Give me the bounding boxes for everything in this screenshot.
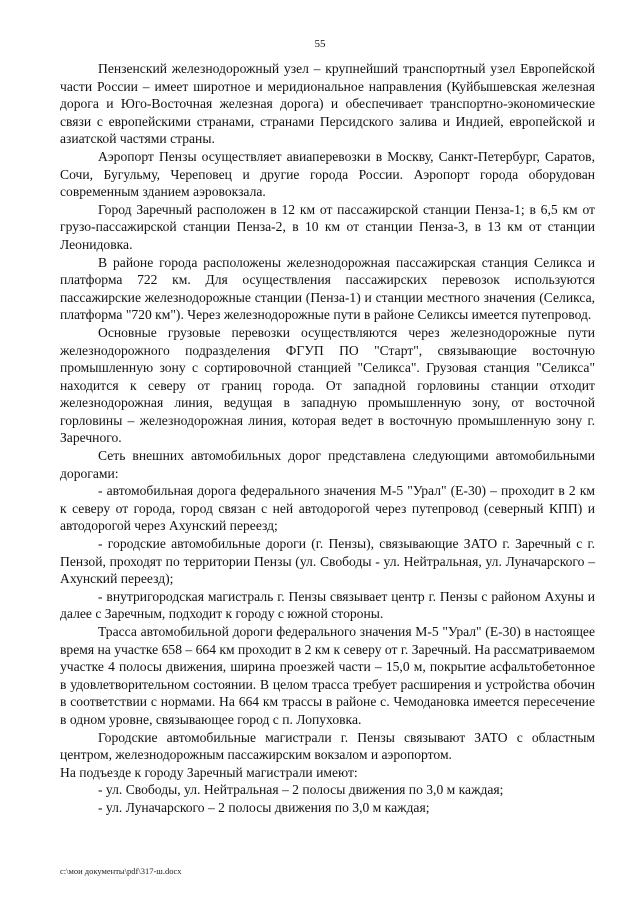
paragraph-rail-junction: Пензенский железнодорожный узел – крупнейший транспортный узел Европейской части России – имеет широтное и меридиональное направления (Куйбышевская железная дорога и Юго-Восточная железная дорога) и обеспечивает транспортно-экономические связи с европейскими странами, странами Персидского залива и Индией, европейской и азиатской частями страны.: [60, 61, 595, 147]
list-item-city-roads: - городские автомобильные дороги (г. Пензы), связывающие ЗАТО г. Заречный с г. Пензой, проходят по территории Пензы (ул. Свободы - ул. Нейтральная, ул. Луначарского – Ахунский переезд);: [60, 536, 595, 587]
paragraph-city-highways: Городские автомобильные магистрали г. Пензы связывают ЗАТО с областным центром, железнодорожным пассажирским вокзалом и аэропортом.: [60, 729, 595, 763]
paragraph-city-distances: Город Заречный расположен в 12 км от пассажирской станции Пенза-1; в 6,5 км от грузо-пассажирской станции Пенза-2, в 10 км от станции Пенза-3, в 13 км от станции Леонидовка.: [60, 201, 595, 252]
page-number: 55: [314, 38, 326, 50]
paragraph-stations: В районе города расположены железнодорожная пассажирская станция Селикса и платформа 722 км. Для осуществления пассажирских перевозок используются пассажирские железнодорожные станции (Пенза-1) и станции местного значения (Селикса, платформа "720 км"). Через железнодорожные пути в районе Селиксы имеется путепровод.: [60, 254, 595, 323]
list-item-intracity-road: - внутригородская магистраль г. Пензы связывает центр г. Пензы с районом Ахуны и далее с Заречным, подходит к городу с южной стороны.: [60, 588, 595, 622]
list-item-federal-road: - автомобильная дорога федерального значения М-5 "Урал" (Е-30) – проходит в 2 км к северу от города, город связан с ней автодорогой через путепровод (северный КПП) и автодорогой через Ахунский переезд;: [60, 483, 595, 534]
paragraph-road-network: Сеть внешних автомобильных дорог представлена следующими автомобильными дорогами:: [60, 448, 595, 481]
list-item-svobody: - ул. Свободы, ул. Нейтральная – 2 полосы движения по 3,0 м каждая;: [98, 782, 504, 798]
paragraph-m5-highway: Трасса автомобильной дороги федерального значения М-5 "Урал" (Е-30) в настоящее время на участке 658 – 664 км проходит в 2 км к северу от г. Заречный. На рассматриваемом участке 4 полосы движения, ширина проезжей части – 15,0 м, покрытие асфальтобетонное в удовлетворительном состоянии. В целом трасса требует расширения и устройства обочин в соответствии с нормами. На 664 км трассы в районе с. Чемодановка имеется пересечение в одном уровне, связывающее город с п. Лопуховка.: [60, 624, 595, 727]
list-item-lunacharskogo: - ул. Луначарского – 2 полосы движения по 3,0 м каждая;: [98, 799, 430, 815]
paragraph-freight: Основные грузовые перевозки осуществляются через железнодорожные пути железнодорожного подразделения ФГУП ПО "Старт", связывающие восточную промышленную зону с сортировочной станцией "Селикса". Грузовая станция "Селикса" находится к северу от границ города. От западной горловины станции отходит железнодорожная линия, ведущая в западную промышленную зону, от восточной горловины – железнодорожная линия, которая ведет в восточную промышленную зону г. Заречного.: [60, 324, 595, 446]
document-body: [60, 60, 595, 817]
footer-file-path: c:\мои документы\pdf\317-ш.docx: [60, 866, 182, 876]
paragraph-approach: На подъезде к городу Заречный магистрали имеют:: [60, 764, 358, 780]
paragraph-airport: Аэропорт Пензы осуществляет авиаперевозки в Москву, Санкт-Петербург, Саратов, Сочи, Бугульму, Череповец и другие города России. Аэропорт города оборудован современным зданием аэровокзала.: [60, 148, 595, 200]
